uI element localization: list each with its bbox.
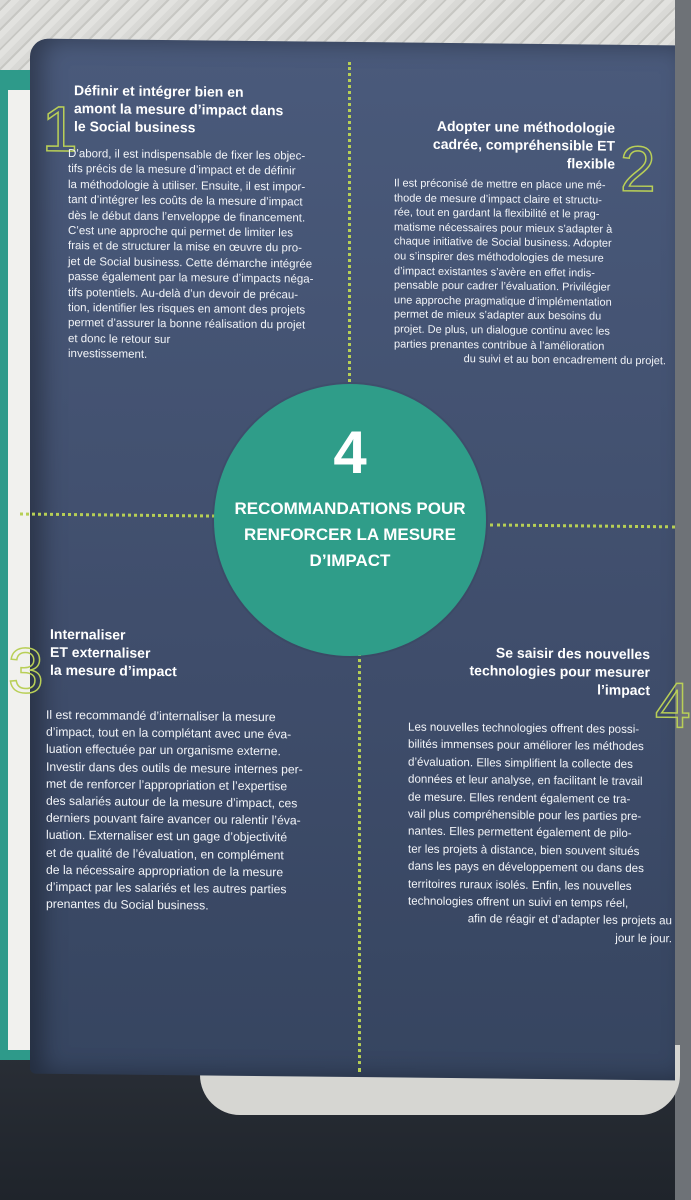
section-4-title: Se saisir des nouvelles technologies pour mesurer l’impact (469, 644, 650, 699)
section-2-number: 2 (620, 132, 656, 206)
section-3-body: Il est recommandé d’internaliser la mesure d’impact, tout en la complétant avec une éva- luation effectuée par un organisme externe. Investir dans des outils de mesure internes per- met de renforcer l’appropriation et l’expertise des salariés autour de la mesure d’impact, ces derniers pouvant faire avancer ou ralentir l’éva- luation. Externaliser est un gage d’objectivité et de qualité de l’évaluation, en complément de la nécessaire appropriation de la mesure d’impact par les salariés et les autres parties prenantes du Social business. (46, 707, 303, 913)
section-3-title: Internaliser ET externaliser la mesure d’impact (50, 625, 177, 680)
section-4-body: Les nouvelles technologies offrent des possi- bilités immenses pour améliorer les méthodes d’évaluation. Elles simplifient la collecte des données et leur analyse, en facilitant le travail de mesure. Elles rendent également ce tra- vail plus compréhensible pour les parties pre- nantes. Elles permettent également de pilo- ter les projets à distance, bien souvent situés dans les pays en développement ou dans des territoires ruraux isolés. Enfin, les nouvelles technologies offrent un suivi en temps réel, afin de réagir et d’adapter les projets au jour le jour. (408, 720, 672, 946)
divider-top-vertical (348, 62, 351, 412)
center-title: RECOMMANDATIONS POUR RENFORCER LA MESURE D’IMPACT (234, 499, 466, 570)
section-1-title: Définir et intégrer bien en amont la mesure d’impact dans le Social business (74, 82, 284, 136)
section-3-number: 3 (8, 634, 44, 707)
center-circle (214, 384, 486, 656)
divider-left-horizontal (20, 513, 215, 518)
section-1-body: D’abord, il est indispensable de fixer les objec- tifs précis de la mesure d’impact et de définir la méthodologie à utiliser. Ensuite, il est impor- tant d’intégrer les coûts de la mesure d’impact dès le début dans l’enveloppe de financement. C’est une approche qui permet de limiter les frais et de structurer la mise en œuvre du pro- jet de Social business. Cette démarche intégrée passe également par la mesure d’impacts néga- tifs potentiels. Au-delà d’un devoir de précau- tion, identifier les risques en amont des projets permet d’assurer la bonne réalisation du projet et donc le retour sur investissement. (68, 148, 314, 362)
divider-right-horizontal (490, 523, 675, 528)
section-1-number: 1 (42, 92, 78, 166)
center-number: 4 (333, 419, 367, 486)
divider-bottom-vertical (358, 652, 361, 1072)
section-4-number: 4 (655, 669, 691, 742)
section-2-title: Adopter une méthodologie cadrée, compréhensible ET flexible (432, 117, 615, 172)
section-2-body: Il est préconisé de mettre en place une mé- thode de mesure d’impact claire et structu- rée, tout en gardant la flexibilité et le prag- matisme nécessaires pour mieux s’adapter à chaque initiative de Social business. Adopter ou s’inspirer des méthodologies de mesure d’impact existantes s’avère en effet indis- pensable pour cadrer l’évaluation. Privilégier une approche pragmatique d’implémentation permet de mieux s’adapter aux besoins du projet. De plus, un dialogue continu avec les parties prenantes contribue à l’amélioration du suivi et au bon encadrement du projet. (394, 177, 666, 368)
